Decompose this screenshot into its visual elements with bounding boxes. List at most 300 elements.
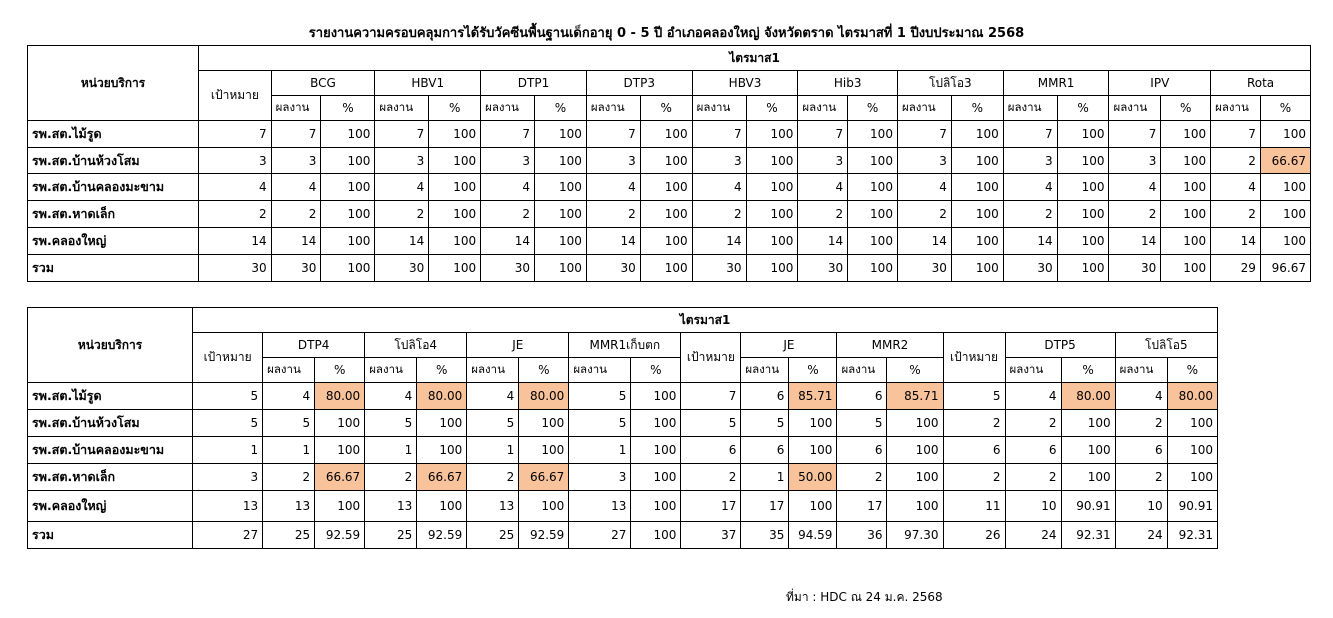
unit-name: รพ.สต.หาดเล็ก: [28, 201, 199, 228]
target-value: 30: [199, 255, 272, 282]
result-value: 4: [467, 383, 519, 410]
result-subheader: ผลงาน: [467, 358, 519, 383]
percent-subheader: %: [951, 96, 1003, 121]
vaccine-header: โปลิโอ3: [897, 71, 1003, 96]
result-value: 2: [271, 201, 321, 228]
result-value: 27: [569, 522, 631, 549]
result-value: 2: [1115, 410, 1167, 437]
percent-value: 66.67: [315, 464, 365, 491]
percent-value: 100: [1260, 121, 1310, 148]
target-value: 27: [193, 522, 263, 549]
percent-value: 90.91: [1061, 491, 1115, 522]
percent-value: 100: [887, 437, 943, 464]
percent-value: 80.00: [1061, 383, 1115, 410]
result-value: 30: [897, 255, 951, 282]
result-value: 2: [1003, 201, 1057, 228]
result-subheader: ผลงาน: [271, 96, 321, 121]
percent-value: 94.59: [789, 522, 837, 549]
result-value: 1: [263, 437, 315, 464]
percent-value: 100: [429, 201, 481, 228]
percent-value: 80.00: [315, 383, 365, 410]
result-value: 4: [375, 174, 429, 201]
percent-value: 92.31: [1167, 522, 1217, 549]
percent-value: 100: [746, 201, 798, 228]
unit-name: รพ.สต.ไม้รูด: [28, 383, 193, 410]
result-subheader: ผลงาน: [481, 96, 535, 121]
percent-value: 100: [789, 491, 837, 522]
percent-value: 80.00: [519, 383, 569, 410]
result-value: 10: [1115, 491, 1167, 522]
result-value: 30: [586, 255, 640, 282]
target-value: 3: [199, 148, 272, 174]
target-value: 26: [943, 522, 1005, 549]
percent-value: 100: [1161, 148, 1211, 174]
result-value: 30: [1109, 255, 1161, 282]
result-value: 14: [897, 228, 951, 255]
percent-value: 100: [429, 255, 481, 282]
result-value: 14: [1211, 228, 1261, 255]
target-value: 6: [943, 437, 1005, 464]
result-value: 6: [741, 383, 789, 410]
percent-value: 100: [746, 121, 798, 148]
percent-value: 100: [631, 491, 681, 522]
result-value: 4: [1115, 383, 1167, 410]
target-header: เป้าหมาย: [199, 71, 272, 121]
percent-value: 100: [631, 383, 681, 410]
unit-name: รพ.สต.หาดเล็ก: [28, 464, 193, 491]
percent-value: 100: [535, 174, 587, 201]
vaccine-header: MMR1: [1003, 71, 1109, 96]
coverage-table-2: [27, 307, 1218, 549]
result-value: 7: [1211, 121, 1261, 148]
target-value: 5: [681, 410, 741, 437]
result-value: 7: [798, 121, 848, 148]
table-row: [28, 121, 1311, 148]
percent-value: 100: [631, 464, 681, 491]
unit-name: รพ.สต.บ้านคลองมะขาม: [28, 437, 193, 464]
percent-value: 100: [1161, 201, 1211, 228]
result-value: 29: [1211, 255, 1261, 282]
result-value: 3: [569, 464, 631, 491]
percent-value: 100: [321, 201, 375, 228]
percent-value: 100: [1167, 410, 1217, 437]
result-value: 7: [897, 121, 951, 148]
result-value: 3: [375, 148, 429, 174]
result-value: 5: [263, 410, 315, 437]
result-value: 13: [467, 491, 519, 522]
table-row: [28, 437, 1218, 464]
header-row-quarter: [28, 46, 1311, 71]
result-value: 24: [1115, 522, 1167, 549]
result-value: 6: [837, 437, 887, 464]
vaccine-header: IPV: [1109, 71, 1211, 96]
result-value: 2: [467, 464, 519, 491]
percent-value: 100: [417, 491, 467, 522]
percent-value: 100: [848, 201, 898, 228]
result-value: 4: [897, 174, 951, 201]
result-value: 2: [375, 201, 429, 228]
vaccine-header: HBV1: [375, 71, 481, 96]
percent-value: 100: [535, 201, 587, 228]
percent-value: 100: [887, 410, 943, 437]
vaccine-header: โปลิโอ5: [1115, 333, 1217, 358]
result-value: 13: [263, 491, 315, 522]
target-value: 13: [193, 491, 263, 522]
target-value: 1: [193, 437, 263, 464]
header-row-vaccine: [28, 71, 1311, 96]
percent-value: 100: [519, 491, 569, 522]
percent-value: 100: [1061, 437, 1115, 464]
percent-value: 100: [848, 174, 898, 201]
table-row: [28, 491, 1218, 522]
percent-value: 100: [640, 228, 692, 255]
percent-value: 100: [429, 174, 481, 201]
vaccine-header: JE: [467, 333, 569, 358]
percent-value: 100: [321, 228, 375, 255]
result-value: 2: [586, 201, 640, 228]
result-value: 2: [1211, 148, 1261, 174]
result-value: 1: [467, 437, 519, 464]
result-value: 6: [837, 383, 887, 410]
target-value: 14: [199, 228, 272, 255]
percent-value: 100: [321, 174, 375, 201]
percent-value: 100: [848, 121, 898, 148]
percent-value: 100: [1260, 201, 1310, 228]
percent-value: 96.67: [1260, 255, 1310, 282]
result-subheader: ผลงาน: [1003, 96, 1057, 121]
percent-value: 100: [951, 255, 1003, 282]
percent-value: 100: [1057, 201, 1109, 228]
percent-value: 50.00: [789, 464, 837, 491]
result-value: 17: [837, 491, 887, 522]
percent-subheader: %: [1161, 96, 1211, 121]
result-value: 4: [481, 174, 535, 201]
percent-value: 80.00: [417, 383, 467, 410]
result-value: 2: [1005, 464, 1061, 491]
percent-value: 100: [1061, 464, 1115, 491]
result-value: 2: [798, 201, 848, 228]
table-row: [28, 464, 1218, 491]
result-value: 14: [481, 228, 535, 255]
result-value: 6: [1005, 437, 1061, 464]
result-subheader: ผลงาน: [798, 96, 848, 121]
result-value: 36: [837, 522, 887, 549]
target-value: 2: [681, 464, 741, 491]
result-value: 3: [586, 148, 640, 174]
table-row: [28, 255, 1311, 282]
result-value: 6: [1115, 437, 1167, 464]
target-value: 11: [943, 491, 1005, 522]
percent-value: 100: [321, 255, 375, 282]
result-value: 30: [375, 255, 429, 282]
percent-subheader: %: [640, 96, 692, 121]
percent-value: 66.67: [417, 464, 467, 491]
percent-value: 66.67: [519, 464, 569, 491]
result-value: 1: [741, 464, 789, 491]
result-value: 7: [481, 121, 535, 148]
percent-value: 100: [315, 410, 365, 437]
percent-value: 66.67: [1260, 148, 1310, 174]
result-value: 14: [586, 228, 640, 255]
percent-value: 92.59: [519, 522, 569, 549]
result-value: 4: [1003, 174, 1057, 201]
result-value: 2: [692, 201, 746, 228]
table-row: [28, 410, 1218, 437]
percent-value: 100: [429, 121, 481, 148]
percent-value: 100: [1057, 174, 1109, 201]
unit-name: รวม: [28, 522, 193, 549]
percent-value: 100: [535, 228, 587, 255]
percent-subheader: %: [1057, 96, 1109, 121]
percent-value: 92.31: [1061, 522, 1115, 549]
result-subheader: ผลงาน: [837, 358, 887, 383]
percent-value: 100: [746, 228, 798, 255]
target-value: 17: [681, 491, 741, 522]
target-value: 3: [193, 464, 263, 491]
percent-value: 100: [1167, 464, 1217, 491]
result-subheader: ผลงาน: [569, 358, 631, 383]
unit-name: รพ.สต.บ้านห้วงโสม: [28, 410, 193, 437]
percent-value: 100: [746, 148, 798, 174]
percent-value: 92.59: [417, 522, 467, 549]
unit-name: รพ.สต.ไม้รูด: [28, 121, 199, 148]
coverage-table-1: [27, 45, 1311, 282]
target-header: เป้าหมาย: [193, 333, 263, 383]
result-value: 2: [481, 201, 535, 228]
table-row: [28, 201, 1311, 228]
target-value: 37: [681, 522, 741, 549]
percent-value: 100: [519, 410, 569, 437]
percent-value: 100: [631, 437, 681, 464]
result-value: 2: [1005, 410, 1061, 437]
percent-value: 100: [417, 410, 467, 437]
result-value: 4: [365, 383, 417, 410]
unit-name: รพ.คลองใหญ่: [28, 491, 193, 522]
target-value: 2: [943, 464, 1005, 491]
result-value: 3: [897, 148, 951, 174]
result-value: 4: [1211, 174, 1261, 201]
percent-subheader: %: [1260, 96, 1310, 121]
percent-value: 100: [1161, 121, 1211, 148]
vaccine-header: MMR1เก็บตก: [569, 333, 681, 358]
result-value: 7: [375, 121, 429, 148]
percent-value: 100: [746, 174, 798, 201]
target-value: 2: [943, 410, 1005, 437]
result-value: 5: [837, 410, 887, 437]
result-value: 14: [798, 228, 848, 255]
percent-subheader: %: [746, 96, 798, 121]
percent-value: 100: [848, 255, 898, 282]
result-value: 3: [481, 148, 535, 174]
percent-subheader: %: [321, 96, 375, 121]
result-value: 14: [1003, 228, 1057, 255]
result-value: 14: [375, 228, 429, 255]
percent-value: 100: [640, 201, 692, 228]
result-subheader: ผลงาน: [692, 96, 746, 121]
percent-value: 100: [951, 148, 1003, 174]
result-subheader: ผลงาน: [375, 96, 429, 121]
result-value: 4: [798, 174, 848, 201]
result-value: 2: [1211, 201, 1261, 228]
vaccine-header: BCG: [271, 71, 375, 96]
result-value: 2: [1109, 201, 1161, 228]
result-value: 10: [1005, 491, 1061, 522]
result-value: 3: [271, 148, 321, 174]
percent-value: 100: [789, 437, 837, 464]
percent-value: 80.00: [1167, 383, 1217, 410]
header-row-vaccine: [28, 333, 1218, 358]
result-subheader: ผลงาน: [1005, 358, 1061, 383]
result-subheader: ผลงาน: [897, 96, 951, 121]
result-value: 25: [365, 522, 417, 549]
vaccine-header: Hib3: [798, 71, 898, 96]
percent-value: 100: [848, 228, 898, 255]
result-value: 14: [692, 228, 746, 255]
result-value: 24: [1005, 522, 1061, 549]
percent-value: 100: [1057, 121, 1109, 148]
result-value: 30: [271, 255, 321, 282]
report-title: รายงานความครอบคลุมการได้รับวัคซีนพื้นฐานเด็กอายุ 0 - 5 ปี อำเภอคลองใหญ่ จังหวัดตราด ไตรมาสที่ 1 ปีงบประมาณ 2568: [308, 26, 1025, 41]
result-value: 4: [692, 174, 746, 201]
result-value: 7: [1003, 121, 1057, 148]
result-value: 30: [1003, 255, 1057, 282]
vaccine-header: DTP1: [481, 71, 587, 96]
header-row-quarter: [28, 308, 1218, 333]
result-value: 25: [263, 522, 315, 549]
percent-value: 100: [315, 437, 365, 464]
percent-value: 100: [1057, 228, 1109, 255]
result-value: 7: [586, 121, 640, 148]
result-value: 4: [263, 383, 315, 410]
source-note: ที่มา : HDC ณ 24 ม.ค. 2568: [786, 590, 943, 604]
result-value: 6: [741, 437, 789, 464]
percent-value: 100: [848, 148, 898, 174]
result-value: 5: [569, 410, 631, 437]
result-subheader: ผลงาน: [1211, 96, 1261, 121]
percent-value: 100: [519, 437, 569, 464]
result-value: 5: [365, 410, 417, 437]
result-subheader: ผลงาน: [365, 358, 417, 383]
result-value: 3: [1003, 148, 1057, 174]
result-subheader: ผลงาน: [1109, 96, 1161, 121]
percent-value: 100: [1167, 437, 1217, 464]
percent-value: 100: [429, 228, 481, 255]
vaccine-header: MMR2: [837, 333, 943, 358]
percent-subheader: %: [789, 358, 837, 383]
percent-value: 100: [535, 148, 587, 174]
percent-value: 100: [631, 522, 681, 549]
vaccine-header: DTP4: [263, 333, 365, 358]
result-value: 13: [569, 491, 631, 522]
result-value: 35: [741, 522, 789, 549]
result-value: 4: [1005, 383, 1061, 410]
result-value: 25: [467, 522, 519, 549]
vaccine-header: DTP3: [586, 71, 692, 96]
percent-value: 100: [1057, 255, 1109, 282]
result-value: 3: [798, 148, 848, 174]
vaccine-header: HBV3: [692, 71, 798, 96]
percent-value: 100: [1260, 174, 1310, 201]
percent-value: 100: [640, 148, 692, 174]
result-value: 5: [569, 383, 631, 410]
result-value: 2: [1115, 464, 1167, 491]
target-value: 5: [943, 383, 1005, 410]
result-value: 2: [365, 464, 417, 491]
table-row: [28, 522, 1218, 549]
vaccine-header: โปลิโอ4: [365, 333, 467, 358]
target-value: 7: [199, 121, 272, 148]
percent-value: 100: [1061, 410, 1115, 437]
percent-subheader: %: [315, 358, 365, 383]
target-value: 7: [681, 383, 741, 410]
percent-subheader: %: [429, 96, 481, 121]
percent-value: 100: [951, 174, 1003, 201]
percent-value: 100: [417, 437, 467, 464]
table-row: [28, 174, 1311, 201]
percent-value: 100: [789, 410, 837, 437]
unit-name: รพ.สต.บ้านคลองมะขาม: [28, 174, 199, 201]
percent-value: 85.71: [887, 383, 943, 410]
result-value: 7: [692, 121, 746, 148]
vaccine-header: JE: [741, 333, 837, 358]
vaccine-header: DTP5: [1005, 333, 1115, 358]
percent-subheader: %: [848, 96, 898, 121]
percent-value: 100: [951, 201, 1003, 228]
target-value: 5: [193, 410, 263, 437]
result-value: 3: [692, 148, 746, 174]
percent-subheader: %: [417, 358, 467, 383]
result-value: 1: [569, 437, 631, 464]
result-subheader: ผลงาน: [263, 358, 315, 383]
percent-subheader: %: [887, 358, 943, 383]
target-value: 6: [681, 437, 741, 464]
result-value: 13: [365, 491, 417, 522]
result-subheader: ผลงาน: [586, 96, 640, 121]
percent-value: 100: [951, 228, 1003, 255]
result-value: 2: [263, 464, 315, 491]
percent-value: 100: [887, 491, 943, 522]
result-value: 4: [271, 174, 321, 201]
result-subheader: ผลงาน: [1115, 358, 1167, 383]
unit-name: รพ.สต.บ้านห้วงโสม: [28, 148, 199, 174]
percent-subheader: %: [535, 96, 587, 121]
percent-value: 100: [1057, 148, 1109, 174]
quarter-header: ไตรมาส1: [193, 308, 1218, 333]
percent-value: 100: [887, 464, 943, 491]
result-value: 7: [1109, 121, 1161, 148]
percent-value: 100: [321, 148, 375, 174]
result-value: 30: [481, 255, 535, 282]
percent-value: 90.91: [1167, 491, 1217, 522]
table-row: [28, 228, 1311, 255]
unit-header: หน่วยบริการ: [28, 308, 193, 383]
vaccine-header: Rota: [1211, 71, 1311, 96]
percent-value: 100: [1161, 174, 1211, 201]
result-value: 2: [897, 201, 951, 228]
percent-subheader: %: [519, 358, 569, 383]
percent-subheader: %: [1061, 358, 1115, 383]
result-value: 5: [467, 410, 519, 437]
percent-value: 100: [535, 255, 587, 282]
percent-value: 100: [535, 121, 587, 148]
target-header: เป้าหมาย: [681, 333, 741, 383]
target-value: 2: [199, 201, 272, 228]
result-value: 30: [692, 255, 746, 282]
unit-name: รวม: [28, 255, 199, 282]
unit-name: รพ.คลองใหญ่: [28, 228, 199, 255]
percent-value: 100: [640, 174, 692, 201]
target-value: 4: [199, 174, 272, 201]
